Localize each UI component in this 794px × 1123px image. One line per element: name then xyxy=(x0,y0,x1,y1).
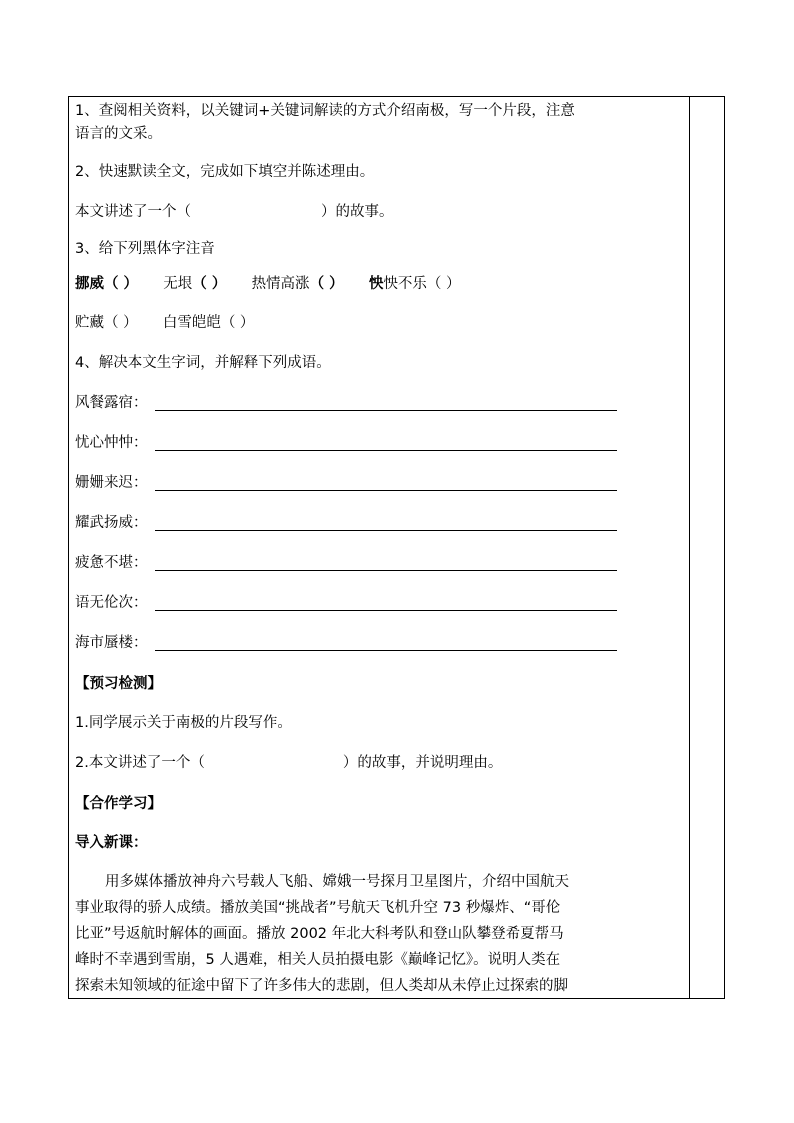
q3-word-1: 挪威 xyxy=(75,276,104,292)
q3-paren-2[interactable]: （ ） xyxy=(192,276,227,292)
q3-paren-1[interactable]: （ ） xyxy=(104,276,139,292)
q2-fill-line xyxy=(75,202,394,222)
q4-text: 4、解决本文生字词，并解释下列成语。 xyxy=(75,355,331,371)
idiom-4-label: 耀武扬威： xyxy=(75,515,148,531)
idiom-3-answer-line[interactable] xyxy=(155,490,617,491)
q1-line2: 语言的文采。 xyxy=(75,126,162,142)
q3-word-5: 贮藏 xyxy=(75,315,104,331)
q2-fill-suffix: ）的故事。 xyxy=(321,204,394,220)
lesson-table xyxy=(68,96,725,999)
q3-text: 3、给下列黑体字注音 xyxy=(75,241,215,257)
q1-line1: 1、查阅相关资料，以关键词+关键词解读的方式介绍南极，写一个片段，注意 xyxy=(75,103,575,119)
idiom-7-answer-line[interactable] xyxy=(155,650,617,651)
q3-word-2: 无垠 xyxy=(163,276,193,292)
q3-row2 xyxy=(75,313,254,333)
q3-paren-6[interactable]: （ ） xyxy=(220,315,255,331)
idiom-7-label: 海市蜃楼： xyxy=(75,635,148,651)
preview-check-item2 xyxy=(75,753,502,773)
idiom-6-label: 语无伦次： xyxy=(75,595,148,611)
cooperative-heading: 【合作学习】 xyxy=(75,796,162,812)
idiom-2-answer-line[interactable] xyxy=(155,450,617,451)
q3-word-6: 白雪皑皑 xyxy=(162,315,221,331)
paragraph-line-3: 比亚”号返航时解体的画面。播放 2002 年北大科考队和登山队攀登希夏帮马 xyxy=(75,926,564,942)
idiom-1-label: 风餐露宿： xyxy=(75,395,148,411)
preview-check-heading: 【预习检测】 xyxy=(75,676,162,692)
q3-paren-4[interactable]: （ ） xyxy=(426,276,461,292)
intro-label: 导入新课： xyxy=(75,835,148,851)
idiom-2-label: 忧心忡忡： xyxy=(75,435,148,451)
preview-check-item1: 1.同学展示关于南极的片段写作。 xyxy=(75,715,292,731)
q3-word-4: 怏 xyxy=(368,276,384,292)
paragraph-line-2: 事业取得的骄人成绩。播放美国“挑战者”号航天飞机升空 73 秒爆炸、“哥伦 xyxy=(75,900,561,916)
paragraph-line-1: 用多媒体播放神舟六号载人飞船、嫦娥一号探月卫星图片，介绍中国航天 xyxy=(105,874,569,890)
q3-row1 xyxy=(75,274,460,294)
q2-text: 2、快速默读全文，完成如下填空并陈述理由。 xyxy=(75,164,375,180)
paragraph-line-4: 峰时不幸遇到雪崩，5 人遇难，相关人员拍摄电影《巅峰记忆》。说明人类在 xyxy=(75,952,561,968)
idiom-6-answer-line[interactable] xyxy=(155,610,617,611)
q3-paren-5[interactable]: （ ） xyxy=(104,315,138,331)
idiom-5-answer-line[interactable] xyxy=(155,570,617,571)
intro-paragraph xyxy=(75,869,683,999)
idiom-3-label: 姗姗来迟： xyxy=(75,475,148,491)
idiom-5-label: 疲惫不堪： xyxy=(75,555,148,571)
q2-fill-prefix: 本文讲述了一个（ xyxy=(75,204,191,220)
q3-word-3: 热情高涨 xyxy=(251,276,310,292)
q3-word-4-rest: 怏不乐 xyxy=(383,276,427,292)
preview-check-item2-suffix: ）的故事，并说明理由。 xyxy=(342,755,503,771)
q3-paren-3[interactable]: （ ） xyxy=(309,276,344,292)
idiom-1-answer-line[interactable] xyxy=(155,410,617,411)
table-column-divider xyxy=(689,97,690,998)
idiom-4-answer-line[interactable] xyxy=(155,530,617,531)
preview-check-item2-prefix: 2.本文讲述了一个（ xyxy=(75,755,205,771)
paragraph-line-5: 探索未知领域的征途中留下了许多伟大的悲剧，但人类却从未停止过探索的脚 xyxy=(75,978,568,994)
